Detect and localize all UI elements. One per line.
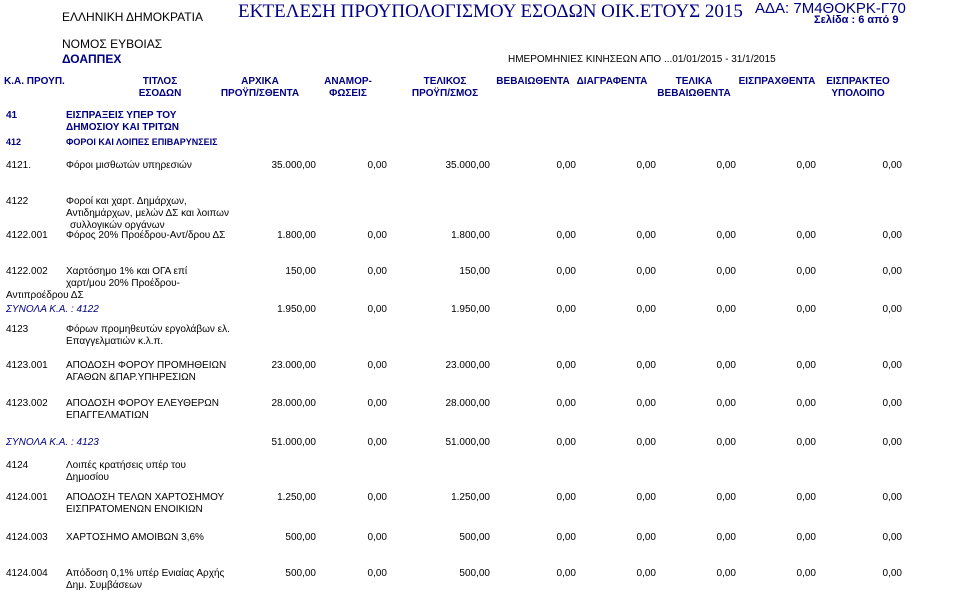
row-code: 4122	[6, 196, 29, 207]
row-4124-001-value: 0,00	[796, 492, 816, 503]
row-4123-002-value: 0,00	[367, 398, 387, 409]
row-4123-001-value: 0,00	[556, 360, 576, 371]
row-4122-002-value: 0,00	[367, 266, 387, 277]
row-4124-003-value: 0,00	[716, 532, 736, 543]
row-4122-001-value: 0,00	[882, 230, 902, 241]
nomos: ΝΟΜΟΣ ΕΥΒΟΙΑΣ	[62, 37, 163, 51]
row-4122-002-value: 0,00	[882, 266, 902, 277]
row-4121-value: 0,00	[796, 160, 816, 171]
total-4122-value: 0,00	[716, 304, 736, 315]
total-4123-value: 51.000,00	[445, 437, 490, 448]
total-4122-value: 0,00	[556, 304, 576, 315]
row-4123-001-value: 0,00	[716, 360, 736, 371]
total-4123-value: 0,00	[636, 437, 656, 448]
row-description: Απόδοση 0,1% υπέρ Ενιαίας Αρχής Δημ. Συμβάσεων	[66, 568, 225, 591]
total-4122-value: 1.950,00	[451, 304, 490, 315]
row-4123-001-value: 0,00	[367, 360, 387, 371]
entity-name: ΔΟΑΠΠΕΧ	[62, 52, 122, 66]
total-4123-value: 0,00	[367, 437, 387, 448]
row-4122-002-value: 150,00	[285, 266, 316, 277]
row-4124-004-value: 0,00	[556, 568, 576, 579]
row-description: Λοιπές κρατήσεις υπέρ του Δημοσίου	[66, 460, 186, 483]
total-4122-value: 0,00	[367, 304, 387, 315]
row-4124-004-value: 0,00	[882, 568, 902, 579]
row-4122-001-value: 0,00	[716, 230, 736, 241]
row-4122-002-value: 0,00	[636, 266, 656, 277]
total-4122-value: 0,00	[882, 304, 902, 315]
col-vevaiothenta: ΒΕΒΑΙΩΘΕΝΤΑ	[496, 76, 570, 87]
row-4124-003-value: 0,00	[556, 532, 576, 543]
row-code: 4123.001	[6, 360, 48, 371]
section-code: 41	[6, 110, 18, 121]
col-eispraktea: ΕΙΣΠΡΑΚΤΕΟ ΥΠΟΛΟΙΠΟ	[826, 76, 890, 99]
row-4124-004-value: 0,00	[796, 568, 816, 579]
row-4123-002-value: 28.000,00	[445, 398, 490, 409]
row-4123-001-value: 0,00	[882, 360, 902, 371]
row-4124-001-value: 1.250,00	[451, 492, 490, 503]
col-telika: ΤΕΛΙΚΑ ΒΕΒΑΙΩΘΕΝΤΑ	[657, 76, 731, 99]
row-4122-002-value: 0,00	[716, 266, 736, 277]
row-description: ΑΠΟΔΟΣΗ ΤΕΛΩΝ ΧΑΡΤΟΣΗΜΟΥ ΕΙΣΠΡΑΤΟΜΕΝΩΝ ΕΝΟΙΚΙΩΝ	[66, 492, 225, 515]
section-title: ΦΟΡΟΙ ΚΑΙ ΛΟΙΠΕΣ ΕΠΙΒΑΡΥΝΣΕΙΣ	[66, 137, 218, 147]
row-4123-001-value: 23.000,00	[445, 360, 490, 371]
row-4121-value: 0,00	[636, 160, 656, 171]
row-code: 4123.002	[6, 398, 48, 409]
row-4122-001-value: 0,00	[367, 230, 387, 241]
row-4122-002-value: 150,00	[459, 266, 490, 277]
total-label: ΣΥΝΟΛΑ Κ.Α. : 4122	[6, 304, 99, 315]
row-4124-004-value: 500,00	[459, 568, 490, 579]
row-4122-001-value: 0,00	[556, 230, 576, 241]
row-4123-001-value: 0,00	[796, 360, 816, 371]
row-code: 4121.	[6, 160, 32, 171]
row-4123-002-value: 0,00	[882, 398, 902, 409]
col-eispraxthenta: ΕΙΣΠΡΑΧΘΕΝΤΑ	[738, 76, 816, 87]
total-4123-value: 0,00	[556, 437, 576, 448]
org-name: ΕΛΛΗΝΙΚΗ ΔΗΜΟΚΡΑΤΙΑ	[62, 10, 203, 24]
row-description: Φόρων προμηθευτών εργολάβων ελ. Επαγγελματιών κ.λ.π.	[66, 324, 230, 347]
ada-code: ΑΔΑ: 7Μ4ΘΟΚΡΚ-Γ70	[755, 0, 906, 17]
row-description: Χαρτόσημο 1% και ΟΓΑ επί χαρτ/μου 20% Προέδρου- Αντιπροέδρου ΔΣ	[6, 266, 188, 301]
row-4121-value: 35.000,00	[445, 160, 490, 171]
row-4121-value: 0,00	[556, 160, 576, 171]
row-4122-002-value: 0,00	[556, 266, 576, 277]
report-title: ΕΚΤΕΛΕΣΗ ΠΡΟΥΠΟΛΟΓΙΣΜΟΥ ΕΣΟΔΩΝ ΟΙΚ.ΕΤΟΥΣ 2015	[238, 1, 743, 22]
row-code: 4122.001	[6, 230, 48, 241]
row-4124-001-value: 0,00	[636, 492, 656, 503]
row-4124-001-value: 1.250,00	[277, 492, 316, 503]
row-4122-001-value: 1.800,00	[277, 230, 316, 241]
col-ka: Κ.Α. ΠΡΟΥΠ.	[4, 76, 65, 87]
row-4124-004-value: 0,00	[636, 568, 656, 579]
row-4122-001-value: 1.800,00	[451, 230, 490, 241]
row-description: ΧΑΡΤΟΣΗΜΟ ΑΜΟΙΒΩΝ 3,6%	[66, 532, 204, 543]
row-description: Φόρος 20% Προέδρου-Αντ/δρου ΔΣ	[66, 230, 226, 241]
row-4124-003-value: 0,00	[636, 532, 656, 543]
row-4124-001-value: 0,00	[367, 492, 387, 503]
row-code: 4124.003	[6, 532, 48, 543]
row-4121-value: 0,00	[367, 160, 387, 171]
total-4123-value: 51.000,00	[271, 437, 316, 448]
row-4123-002-value: 0,00	[796, 398, 816, 409]
row-4124-001-value: 0,00	[556, 492, 576, 503]
row-4123-001-value: 23.000,00	[271, 360, 316, 371]
total-4122-value: 1.950,00	[277, 304, 316, 315]
row-code: 4124.004	[6, 568, 48, 579]
row-4123-002-value: 0,00	[636, 398, 656, 409]
col-anamorfoseis: ΑΝΑΜΟΡ- ΦΩΣΕΙΣ	[324, 76, 372, 99]
row-4124-003-value: 0,00	[882, 532, 902, 543]
row-4124-001-value: 0,00	[716, 492, 736, 503]
date-range: ΗΜΕΡΟΜΗΝΙΕΣ ΚΙΝΗΣΕΩΝ ΑΠΟ ...01/01/2015 - 31/1/2015	[508, 54, 776, 65]
row-4122-001-value: 0,00	[636, 230, 656, 241]
row-4122-002-value: 0,00	[796, 266, 816, 277]
row-4124-001-value: 0,00	[882, 492, 902, 503]
total-label: ΣΥΝΟΛΑ Κ.Α. : 4123	[6, 437, 99, 448]
row-4123-002-value: 0,00	[716, 398, 736, 409]
total-4123-value: 0,00	[716, 437, 736, 448]
total-4123-value: 0,00	[796, 437, 816, 448]
row-4124-003-value: 500,00	[285, 532, 316, 543]
row-code: 4122.002	[6, 266, 48, 277]
total-4122-value: 0,00	[796, 304, 816, 315]
row-code: 4124.001	[6, 492, 48, 503]
total-4122-value: 0,00	[636, 304, 656, 315]
section-code: 412	[6, 137, 22, 147]
row-4124-003-value: 500,00	[459, 532, 490, 543]
row-description: ΑΠΟΔΟΣΗ ΦΟΡΟΥ ΕΛΕΥΘΕΡΩΝ ΕΠΑΓΓΕΛΜΑΤΙΩΝ	[66, 398, 219, 421]
row-4121-value: 35.000,00	[271, 160, 316, 171]
col-arxika: ΑΡΧΙΚΑ ΠΡΟΫΠ/ΣΘΕΝΤΑ	[220, 76, 300, 99]
row-4123-002-value: 28.000,00	[271, 398, 316, 409]
row-description: ΑΠΟΔΟΣΗ ΦΟΡΟΥ ΠΡΟΜΗΘΕΙΩΝ ΑΓΑΘΩΝ &ΠΑΡ.ΥΠΗΡΕΣΙΩΝ	[66, 360, 227, 383]
section-title: ΕΙΣΠΡΑΞΕΙΣ ΥΠΕΡ ΤΟΥ ΔΗΜΟΣΙΟΥ ΚΑΙ ΤΡΙΤΩΝ	[66, 110, 179, 133]
row-4122-001-value: 0,00	[796, 230, 816, 241]
row-4124-004-value: 0,00	[716, 568, 736, 579]
row-4124-003-value: 0,00	[367, 532, 387, 543]
row-4124-003-value: 0,00	[796, 532, 816, 543]
row-4121-value: 0,00	[882, 160, 902, 171]
col-telikos: ΤΕΛΙΚΟΣ ΠΡΟΫΠ/ΣΜΟΣ	[411, 76, 479, 99]
row-description: Φοροί και χαρτ. Δημάρχων, Αντιδημάρχων, μελών ΔΣ και λοιπων συλλογικών οργάνων	[66, 196, 229, 231]
page-indicator: Σελίδα : 6 από 9	[814, 14, 899, 26]
row-4124-004-value: 0,00	[367, 568, 387, 579]
total-4123-value: 0,00	[882, 437, 902, 448]
col-titlos: ΤΙΤΛΟΣ ΕΣΟΔΩΝ	[138, 76, 182, 99]
row-code: 4124	[6, 460, 29, 471]
row-description: Φόροι μισθωτών υπηρεσιών	[66, 160, 192, 171]
row-4123-002-value: 0,00	[556, 398, 576, 409]
row-4123-001-value: 0,00	[636, 360, 656, 371]
row-code: 4123	[6, 324, 29, 335]
row-4124-004-value: 500,00	[285, 568, 316, 579]
col-diagrafenta: ΔΙΑΓΡΑΦΕΝΤΑ	[576, 76, 648, 87]
row-4121-value: 0,00	[716, 160, 736, 171]
